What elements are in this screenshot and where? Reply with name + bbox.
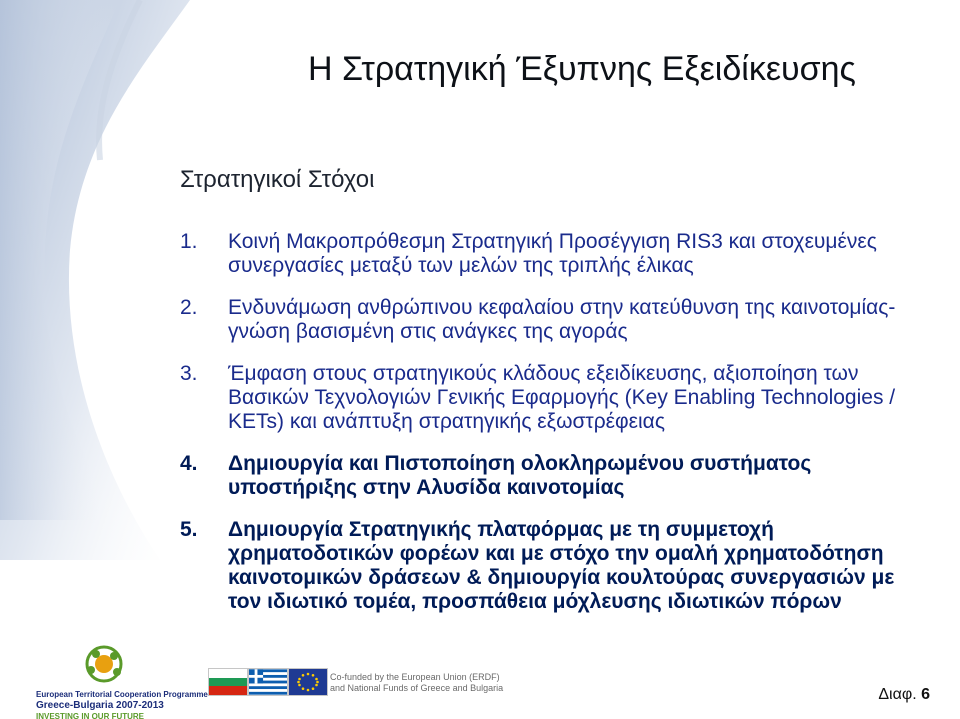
program-logo-icon <box>74 644 134 686</box>
objective-number: 1. <box>180 230 198 253</box>
program-text-line3: INVESTING IN OUR FUTURE <box>36 712 145 719</box>
objective-number: 3. <box>180 362 198 385</box>
slide-number-label: Διαφ. <box>878 686 917 703</box>
bulgaria-flag-icon <box>208 668 248 696</box>
objective-item <box>180 230 920 278</box>
objective-item <box>180 362 920 434</box>
objective-text: Ενδυνάμωση ανθρώπινου κεφαλαίου στην κατεύθυνση της καινοτομίας- γνώση βασισμένη στις ανάγκες της αγοράς <box>228 296 896 343</box>
objective-item <box>180 452 920 500</box>
program-text-line2: Greece-Bulgaria 2007-2013 <box>36 700 164 711</box>
slide-number-value: 6 <box>921 686 930 703</box>
objective-text: Κοινή Μακροπρόθεσμη Στρατηγική Προσέγγιση RIS3 και στοχευμένες συνεργασίες μεταξύ των μελών της τριπλής έλικας <box>228 230 877 277</box>
objectives-list <box>180 230 920 632</box>
objective-item <box>180 518 920 614</box>
objective-number: 4. <box>180 452 198 475</box>
footer <box>0 632 960 719</box>
objective-text: Δημιουργία και Πιστοποίηση ολοκληρωμένου συστήματος υποστήριξης στην Αλυσίδα καινοτομίας <box>228 452 812 499</box>
program-logo-block <box>30 640 208 719</box>
slide-number <box>878 686 930 704</box>
objective-number: 2. <box>180 296 198 319</box>
greece-flag-icon <box>248 668 288 696</box>
slide-subtitle: Στρατηγικοί Στόχοι <box>180 166 375 193</box>
eu-flag-icon <box>288 668 328 696</box>
objective-text: Δημιουργία Στρατηγικής πλατφόρμας με τη συμμετοχή χρηματοδοτικών φορέων και με στόχο την ομαλή χρηματοδότηση καινοτομικών δράσεων & δημιουργία κουλτούρας συνεργασιών με τον ιδιωτικό τομέα, προσπάθεια μόχλευσης ιδιωτικών πόρων <box>228 518 895 613</box>
objective-number: 5. <box>180 518 198 541</box>
slide-title: Η Στρατηγική Έξυπνης Εξειδίκευσης <box>308 50 856 88</box>
eu-cofunding-text <box>330 672 503 694</box>
program-text-line1: European Territorial Cooperation Programme <box>36 690 208 699</box>
eu-text-line2: and National Funds of Greece and Bulgaria <box>330 683 504 693</box>
objective-text: Έμφαση στους στρατηγικούς κλάδους εξειδίκευσης, αξιοποίηση των Βασικών Τεχνολογιών Γενικής Εφαρμογής (Key Enabling Technologies / KETs) και ανάπτυξη στρατηγικής εξωστρέφειας <box>228 362 896 433</box>
objective-item <box>180 296 920 344</box>
eu-text-line1: Co-funded by the European Union (ERDF) <box>330 672 500 682</box>
